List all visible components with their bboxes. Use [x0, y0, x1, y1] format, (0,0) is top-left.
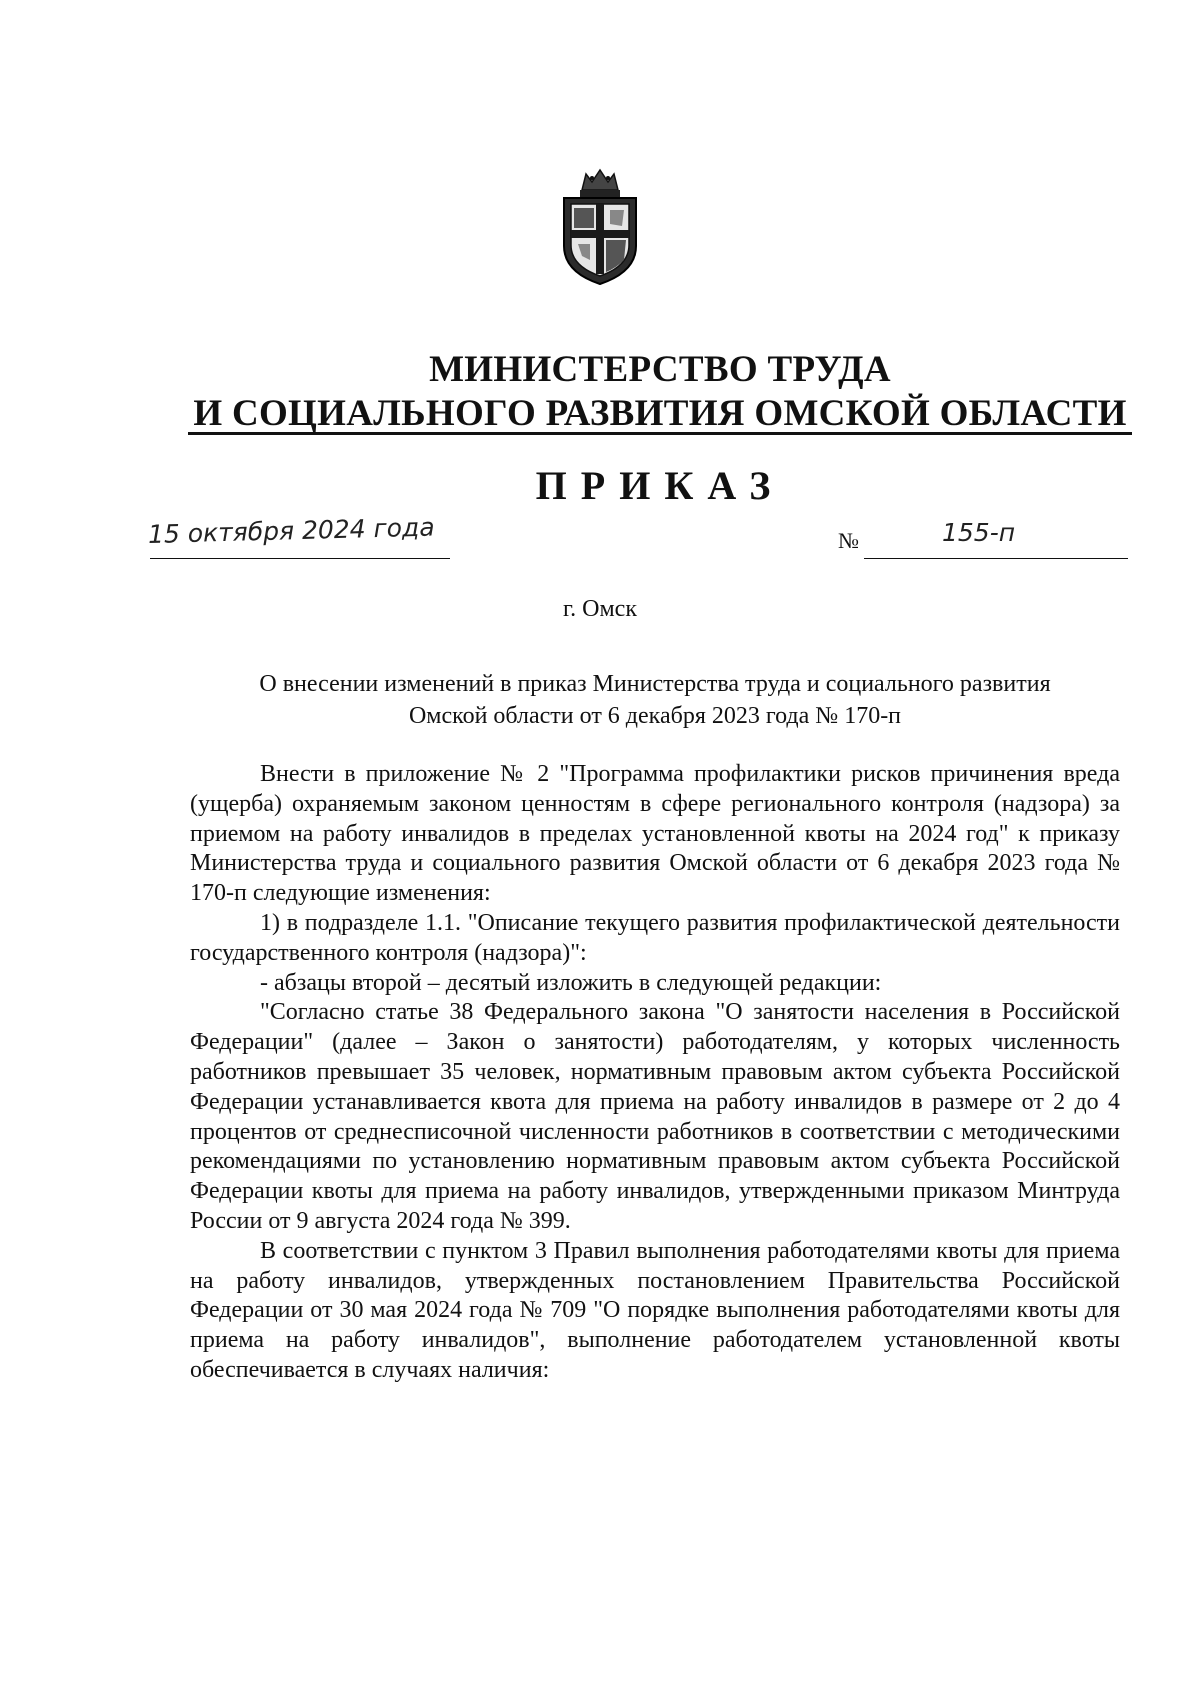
- order-title: ПРИКАЗ: [535, 463, 785, 508]
- number-sign: №: [838, 528, 859, 553]
- body-paragraph: В соответствии с пунктом 3 Правил выполнения работодателями квоты для приема на работу инвалидов, утвержденных постановлением Правительства Российской Федерации от 30 мая 2024 года № 709 "О порядке выполнения работодателями квоты для приема на работу инвалидов", выполнение работодателем установленной квоты обеспечивается в случаях наличия:: [190, 1237, 1120, 1383]
- ministry-name-line1: МИНИСТЕРСТВО ТРУДА: [429, 349, 891, 390]
- city-label: г. Омск: [563, 596, 637, 622]
- handwritten-date: 15 октября 2024 года: [147, 512, 435, 549]
- date-underline: [150, 558, 450, 559]
- ministry-name: [190, 348, 1130, 436]
- number-underline: [864, 558, 1128, 559]
- body-paragraph: - абзацы второй – десятый изложить в следующей редакции:: [260, 969, 882, 996]
- order-body: [190, 760, 1120, 1386]
- body-paragraph: "Согласно статье 38 Федерального закона "О занятости населения в Российской Федерации" (далее – Закон о занятости) работодателям, у которых численность работников превышает 35 человек, нормативным правовым актом субъекта Российской Федерации устанавливается квота для приема на работу инвалидов в размере от 2 до 4 процентов от среднесписочной численности работников в соответствии с методическими рекомендациями по установлению нормативным правовым актом субъекта Российской Федерации квоты для приема на работу инвалидов, утвержденными приказом Минтруда России от 9 августа 2024 года № 399.: [190, 999, 1120, 1234]
- handwritten-order-number: 155-п: [942, 518, 1016, 547]
- coat-of-arms-emblem: [558, 168, 642, 286]
- subject-line1: О внесении изменений в приказ Министерства труда и социального развития: [259, 671, 1051, 697]
- header-divider: [188, 432, 1132, 435]
- body-paragraph: Внести в приложение № 2 "Программа профилактики рисков причинения вреда (ущерба) охраняемым законом ценностям в сфере регионального контроля (надзора) за приемом на работу инвалидов в пределах установленной квоты на 2024 год" к приказу Министерства труда и социального развития Омской области от 6 декабря 2023 года № 170-п следующие изменения:: [190, 761, 1120, 907]
- body-paragraph: 1) в подразделе 1.1. "Описание текущего развития профилактической деятельности государственного контроля (надзора)":: [190, 909, 1120, 966]
- order-subject: [190, 668, 1120, 732]
- ministry-name-line2: И СОЦИАЛЬНОГО РАЗВИТИЯ ОМСКОЙ ОБЛАСТИ: [193, 393, 1127, 434]
- subject-line2: Омской области от 6 декабря 2023 года № 170-п: [408, 703, 902, 729]
